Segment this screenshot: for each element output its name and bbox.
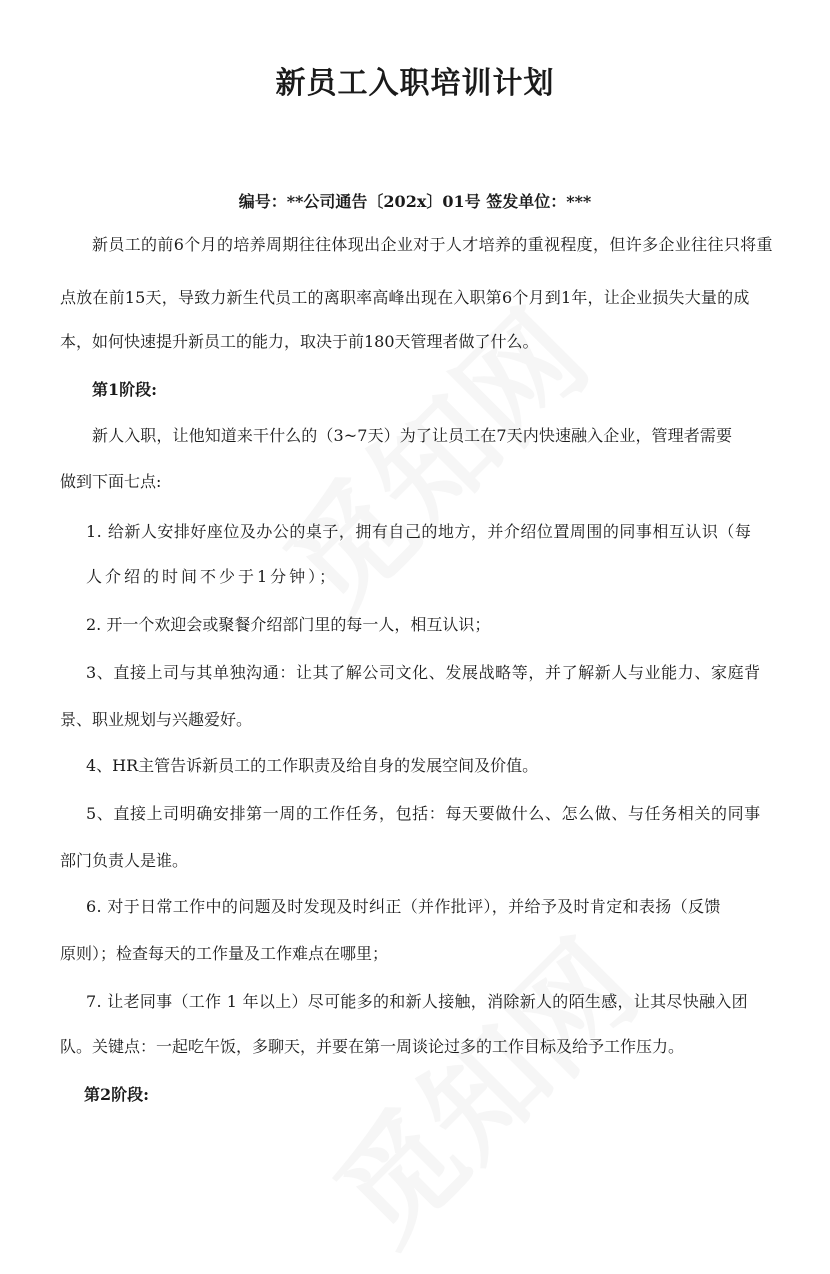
- list-item-line: 2. 开一个欢迎会或聚餐介绍部门里的每一人，相互认识；: [86, 615, 491, 634]
- watermark: [242, 268, 618, 644]
- document-title: 新员工入职培训计划: [275, 66, 555, 101]
- list-item-line: 7. 让老同事（工作 1 年以上）尽可能多的和新人接触，消除新人的陌生感，让其尽快融入团: [86, 992, 748, 1011]
- paragraph-line: 做到下面七点:: [60, 472, 162, 491]
- list-item-line: 队。关键点：一起吃午饭，多聊天，并要在第一周谈论过多的工作目标及给予工作压力。: [60, 1037, 685, 1056]
- list-item-line: 1. 给新人安排好座位及办公的桌子，拥有自己的地方，并介绍位置周围的同事相互认识（每: [86, 522, 752, 541]
- list-item-line: 人介绍的时间不少于1分钟）；: [86, 567, 339, 586]
- paragraph-line: 点放在前15天，导致力新生代员工的离职率高峰出现在入职第6个月到1年，让企业损失大量的成: [60, 288, 750, 307]
- paragraph-line: 本，如何快速提升新员工的能力，取决于前180天管理者做了什么。: [60, 332, 539, 351]
- paragraph-line: 新员工的前6个月的培养周期往往体现出企业对于人才培养的重视程度，但许多企业往往只将重: [92, 235, 773, 254]
- list-item-line: 原则）；检查每天的工作量及工作难点在哪里；: [60, 944, 389, 963]
- list-item-line: 3、直接上司与其单独沟通：让其了解公司文化、发展战略等，并了解新人与业能力、家庭背: [86, 663, 761, 682]
- paragraph-line: 新人入职，让他知道来干什么的（3~7天）为了让员工在7天内快速融入企业，管理者需要: [92, 426, 733, 445]
- section-heading: 第2阶段:: [84, 1085, 150, 1104]
- section-heading: 第1阶段:: [92, 380, 158, 399]
- list-item-line: 6. 对于日常工作中的问题及时发现及时纠正（并作批评），并给予及时肯定和表扬（反馈: [86, 897, 721, 916]
- list-item-line: 4、HR主管告诉新员工的工作职责及给自身的发展空间及价值。: [86, 756, 539, 775]
- list-item-line: 5、直接上司明确安排第一周的工作任务，包括：每天要做什么、怎么做、与任务相关的同事: [86, 804, 761, 823]
- list-item-line: 景、职业规划与兴趣爱好。: [60, 710, 253, 729]
- list-item-line: 部门负责人是谁。: [60, 851, 189, 870]
- document-meta: 编号：**公司通告〔202x〕01号 签发单位：***: [238, 192, 592, 211]
